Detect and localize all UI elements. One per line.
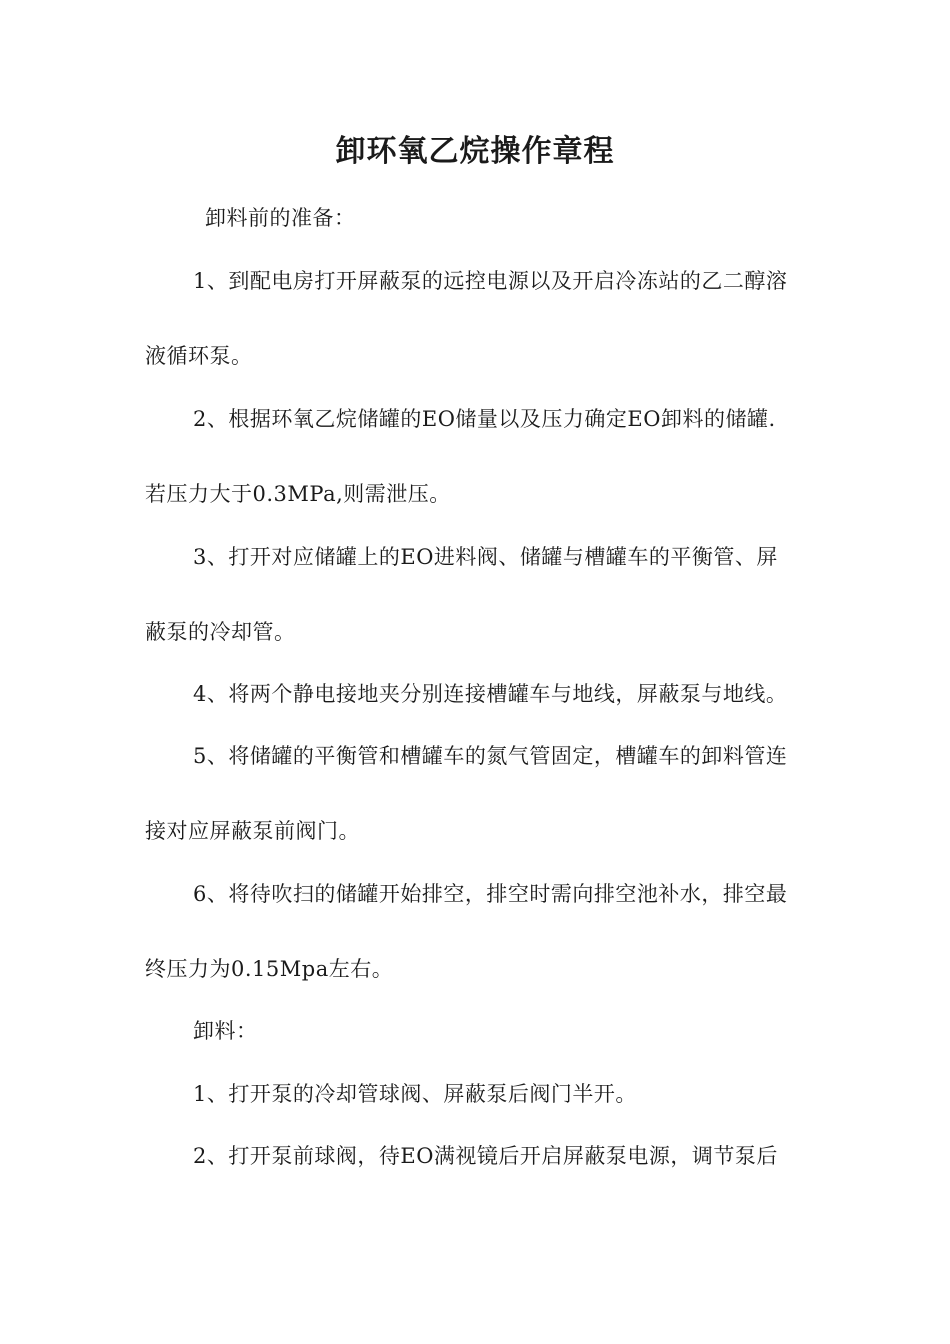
section-heading-unloading: 卸料： [193, 1019, 258, 1043]
paragraph-line: 终压力为0.15Mpa左右。 [145, 957, 394, 981]
paragraph-line: 6、将待吹扫的储罐开始排空，排空时需向排空池补水，排空最 [193, 882, 788, 906]
paragraph-line: 液循环泵。 [145, 344, 253, 368]
paragraph-line: 1、打开泵的冷却管球阀、屏蔽泵后阀门半开。 [193, 1082, 637, 1106]
paragraph-line: 5、将储罐的平衡管和槽罐车的氮气管固定，槽罐车的卸料管连 [193, 744, 788, 768]
section-heading-preparation: 卸料前的准备： [205, 206, 356, 230]
paragraph-line: 2、根据环氧乙烷储罐的EO储量以及压力确定EO卸料的储罐. [193, 407, 776, 431]
paragraph-line: 1、到配电房打开屏蔽泵的远控电源以及开启冷冻站的乙二醇溶 [193, 269, 788, 293]
paragraph-line: 4、将两个静电接地夹分别连接槽罐车与地线，屏蔽泵与地线。 [193, 682, 788, 706]
paragraph-line: 2、打开泵前球阀，待EO满视镜后开启屏蔽泵电源，调节泵后 [193, 1144, 778, 1168]
paragraph-line: 接对应屏蔽泵前阀门。 [145, 819, 360, 843]
paragraph-line: 3、打开对应储罐上的EO进料阀、储罐与槽罐车的平衡管、屏 [193, 545, 778, 569]
document-title: 卸环氧乙烷操作章程 [335, 134, 615, 169]
paragraph-line: 若压力大于0.3MPa,则需泄压。 [145, 482, 451, 506]
paragraph-line: 蔽泵的冷却管。 [145, 620, 296, 644]
